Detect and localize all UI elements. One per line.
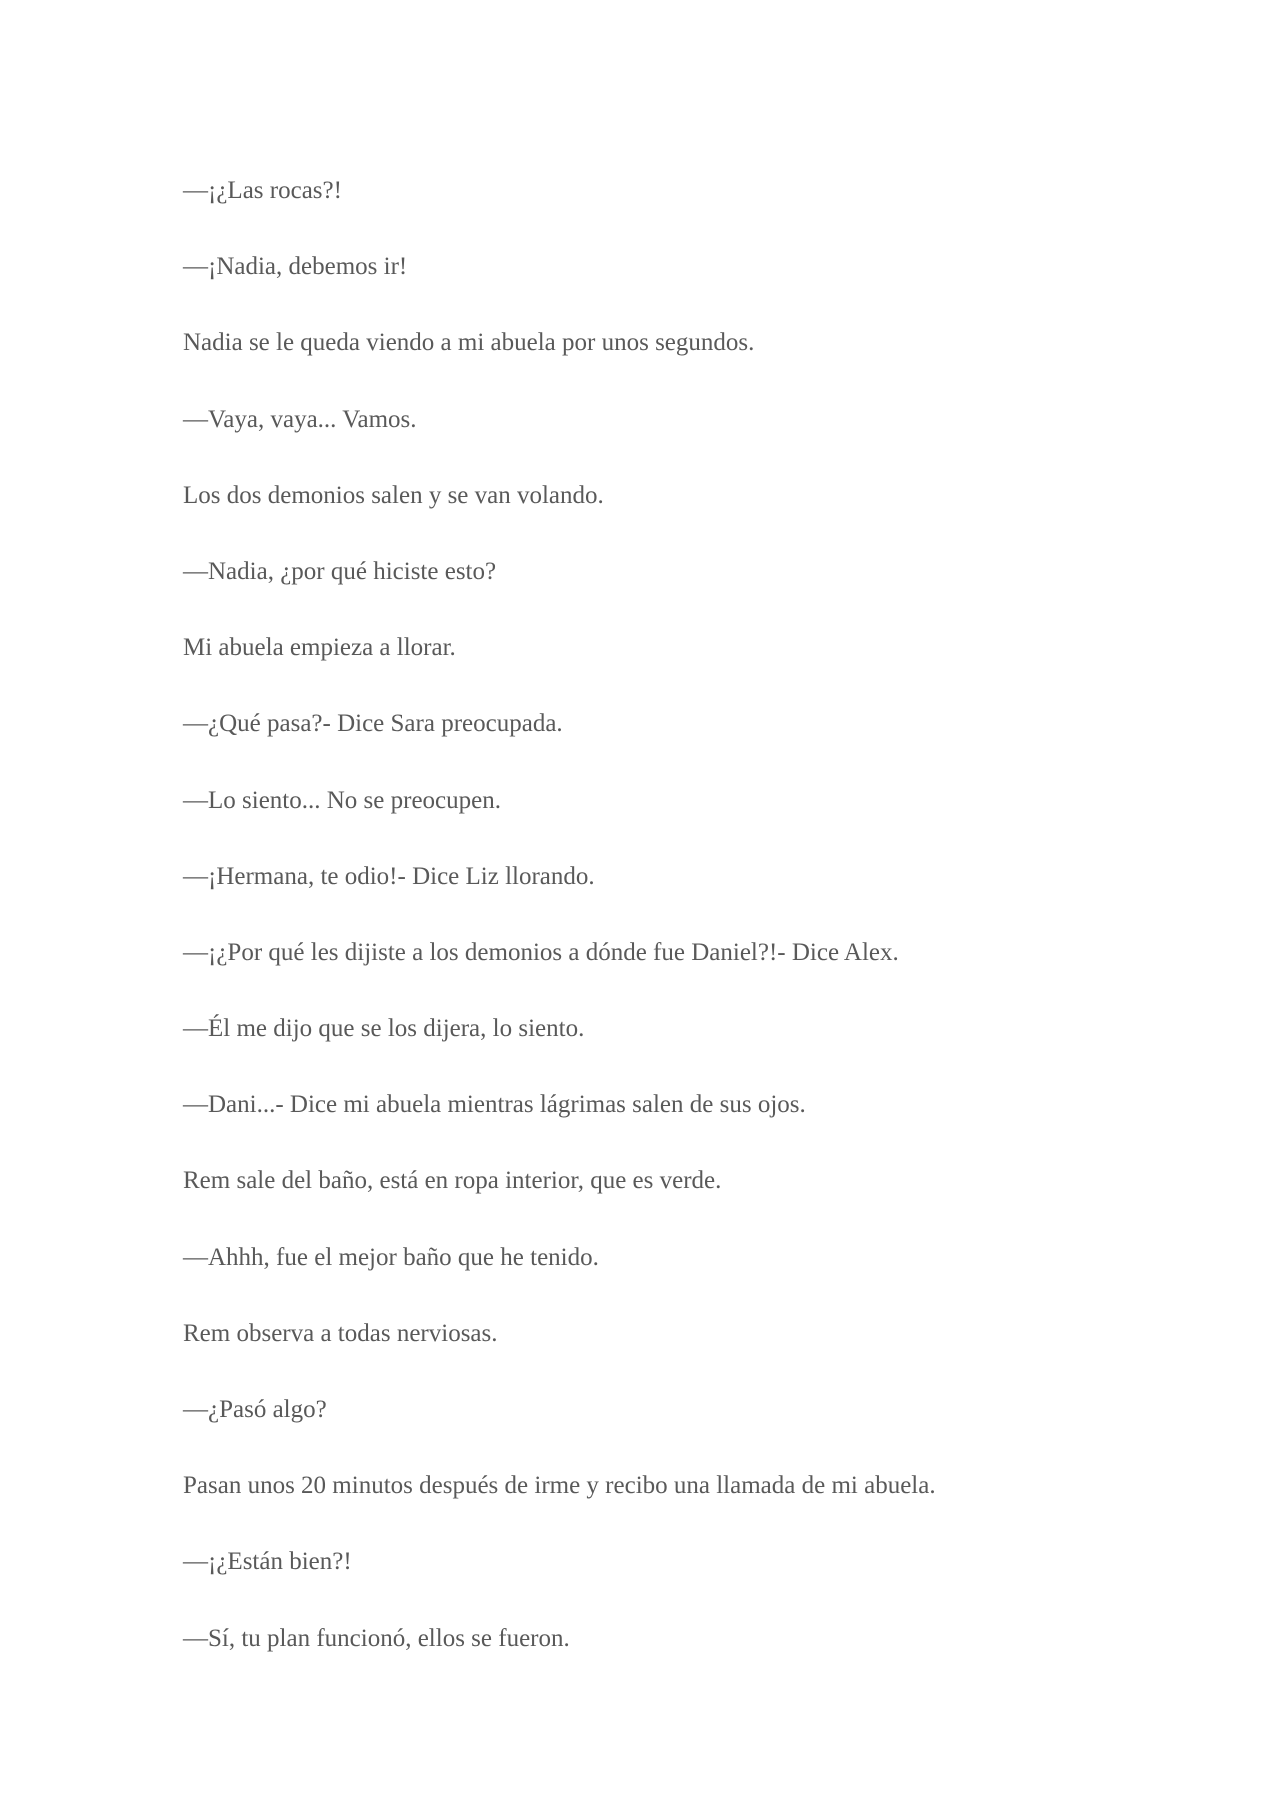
paragraph: —Lo siento... No se preocupen.	[183, 786, 501, 814]
paragraph: Rem sale del baño, está en ropa interior, que es verde.	[183, 1167, 722, 1195]
paragraph: —¿Pasó algo?	[183, 1396, 327, 1423]
paragraph: Los dos demonios salen y se van volando.	[183, 481, 604, 509]
paragraph: Mi abuela empieza a llorar.	[183, 634, 456, 662]
paragraph: —Dani...- Dice mi abuela mientras lágrimas salen de sus ojos.	[183, 1091, 806, 1119]
paragraph: Nadia se le queda viendo a mi abuela por unos segundos.	[183, 329, 755, 357]
paragraph: —Sí, tu plan funcionó, ellos se fueron.	[183, 1624, 570, 1652]
paragraph: —Él me dijo que se los dijera, lo siento.	[183, 1015, 585, 1043]
paragraph: —¡¿Las rocas?!	[183, 177, 342, 204]
paragraph: —Ahhh, fue el mejor baño que he tenido.	[183, 1243, 599, 1271]
paragraph: —¡¿Por qué les dijiste a los demonios a dónde fue Daniel?!- Dice Alex.	[183, 938, 899, 966]
paragraph: —¿Qué pasa?- Dice Sara preocupada.	[183, 710, 563, 738]
document-body	[183, 178, 1103, 1702]
paragraph: —¡¿Están bien?!	[183, 1548, 352, 1576]
paragraph: —Vaya, vaya... Vamos.	[183, 405, 417, 433]
paragraph: —¡Hermana, te odio!- Dice Liz llorando.	[183, 862, 595, 890]
paragraph: —Nadia, ¿por qué hiciste esto?	[183, 557, 497, 585]
paragraph: Pasan unos 20 minutos después de irme y recibo una llamada de mi abuela.	[183, 1472, 936, 1500]
paragraph: —¡Nadia, debemos ir!	[183, 253, 408, 281]
paragraph: Rem observa a todas nerviosas.	[183, 1319, 498, 1347]
